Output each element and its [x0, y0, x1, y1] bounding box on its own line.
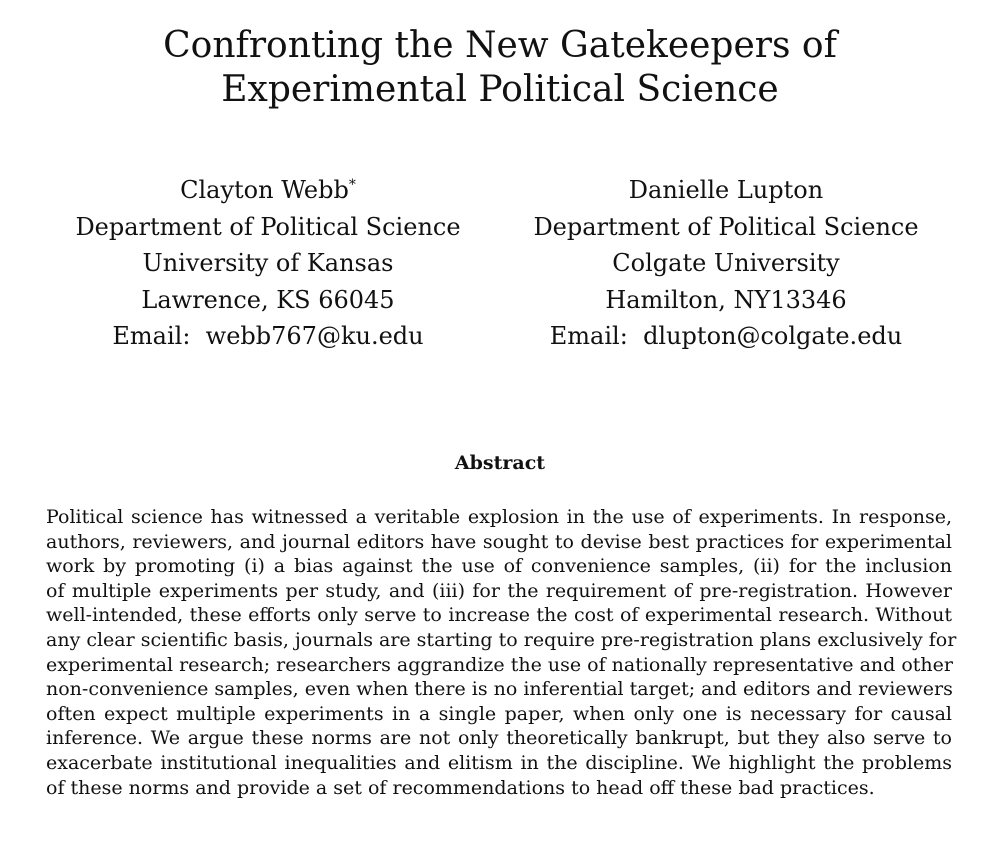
author-department: Department of Political Science	[533, 212, 919, 241]
abstract-line: of these norms and provide a set of recommendations to head off these bad practices.	[46, 776, 875, 799]
author-location: Hamilton, NY13346	[605, 285, 847, 314]
author-department: Department of Political Science	[75, 212, 461, 241]
author-name: Clayton Webb*	[180, 176, 356, 204]
abstract-line: authors, reviewers, and journal editors have sought to devise best practices for experimental	[46, 530, 952, 553]
abstract-line: Political science has witnessed a veritable explosion in the use of experiments. In response,	[46, 506, 952, 528]
author-email: Email: webb767@ku.edu	[112, 322, 424, 350]
author-email: Email: dlupton@colgate.edu	[549, 322, 903, 350]
abstract-line: experimental research; researchers aggrandize the use of nationally representative and other	[46, 653, 953, 676]
author-block-lupton	[491, 172, 961, 355]
author-name: Danielle Lupton	[628, 176, 824, 204]
title-line-1: Confronting the New Gatekeepers of	[163, 25, 837, 66]
title-line-2: Experimental Political Science	[221, 69, 779, 110]
abstract-line: inference. We argue these norms are not only theoretically bankrupt, but they also serve to	[46, 727, 952, 750]
abstract-body	[46, 505, 957, 800]
abstract-line: work by promoting (i) a bias against the use of convenience samples, (ii) for the inclusion	[46, 555, 952, 578]
author-location: Lawrence, KS 66045	[141, 285, 395, 314]
abstract-heading: Abstract	[454, 452, 546, 474]
abstract-line: well-intended, these efforts only serve to increase the cost of experimental research. Without	[46, 604, 952, 627]
abstract-line: any clear scientific basis, journals are starting to require pre-registration plans exclusively for	[46, 628, 957, 651]
paper-title	[0, 24, 1000, 112]
author-institution: University of Kansas	[142, 249, 394, 277]
abstract-line: exacerbate institutional inequalities and elitism in the discipline. We highlight the problems	[46, 751, 952, 774]
author-institution: Colgate University	[612, 249, 840, 277]
footnote-mark: *	[348, 177, 356, 193]
author-block-webb	[33, 172, 503, 355]
abstract-line: non-convenience samples, even when there is no inferential target; and editors and reviewers	[46, 678, 953, 701]
abstract-line: often expect multiple experiments in a single paper, when only one is necessary for causal	[46, 702, 952, 725]
abstract-line: of multiple experiments per study, and (iii) for the requirement of pre-registration. However	[46, 579, 952, 602]
